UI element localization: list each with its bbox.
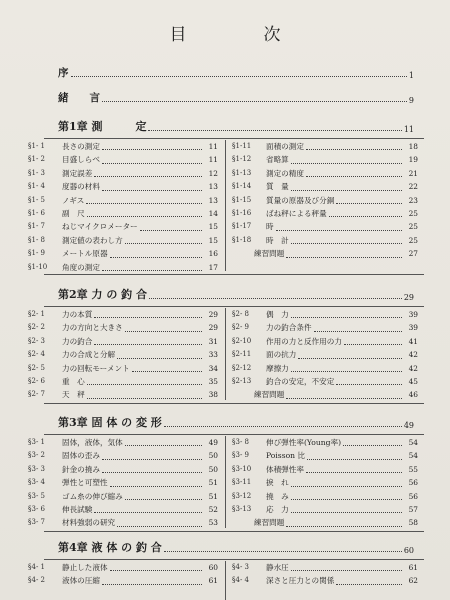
toc-entry [28, 321, 218, 334]
section-page: 11 [208, 155, 218, 165]
toc-entry [28, 476, 218, 489]
section-title: 測定値の表わし方 [62, 235, 123, 245]
leader-dots [291, 512, 402, 513]
leader-dots [125, 499, 202, 500]
toc-entry [28, 561, 218, 574]
leader-dots [291, 499, 402, 500]
section-number: §4- 4 [232, 576, 249, 585]
leader-dots [306, 472, 402, 473]
section-page: 34 [208, 363, 218, 373]
section-page: 39 [408, 323, 418, 333]
section-title: 長さの測定 [62, 141, 100, 151]
section-title: 弾性と可塑性 [62, 478, 108, 488]
section-page: 61 [408, 562, 418, 572]
leader-dots [102, 472, 202, 473]
section-page: 29 [208, 323, 218, 333]
leader-dots [94, 317, 202, 318]
leader-dots [336, 203, 402, 204]
section-title: 練習問題 [254, 249, 285, 259]
section-page: 21 [408, 168, 418, 178]
chapter-2-right-column [232, 308, 418, 402]
section-title: 重 心 [62, 376, 85, 386]
section-page: 42 [408, 363, 418, 373]
section-title: 力の合成と分解 [62, 350, 116, 360]
chapter-3-right-column [232, 436, 418, 530]
toc-entry [232, 207, 418, 220]
leader-dots [291, 317, 402, 318]
section-number: §1- 5 [28, 195, 45, 204]
front-entry-introduction [58, 91, 414, 105]
section-page: 15 [208, 235, 218, 245]
leader-dots [344, 344, 402, 345]
section-title: ばね秤による秤量 [266, 208, 327, 218]
toc-entry [232, 503, 418, 516]
toc-entry [232, 476, 418, 489]
section-number: §2- 4 [28, 350, 45, 359]
leader-dots [125, 445, 202, 446]
chapter-4-right-column [232, 561, 418, 588]
section-title: ねじマイクロメーター [62, 222, 138, 232]
leader-dots [102, 190, 202, 191]
section-page: 12 [208, 168, 218, 178]
leader-dots [329, 216, 402, 217]
section-title: 静水圧 [266, 562, 289, 572]
section-title: 角度の測定 [62, 262, 100, 272]
toc-entry [28, 220, 218, 233]
toc-entry [232, 194, 418, 207]
front-entry-label: 序 [58, 67, 69, 79]
toc-entry [28, 261, 218, 274]
section-page: 23 [408, 195, 418, 205]
section-number: §3- 6 [28, 504, 45, 513]
section-page: 22 [408, 182, 418, 192]
section-page: 16 [208, 249, 218, 259]
leader-dots [110, 486, 202, 487]
section-title: 力の方向と大きさ [62, 323, 123, 333]
section-title: 度器の材料 [62, 182, 100, 192]
section-number: §1-18 [232, 235, 252, 244]
section-number: §2- 1 [28, 309, 45, 318]
toc-entry [28, 194, 218, 207]
chapter-title: 第1章 測 定 [58, 120, 147, 133]
leader-dots [87, 216, 202, 217]
toc-entry [28, 449, 218, 462]
section-number: §2-11 [232, 350, 252, 359]
section-number: §2- 9 [232, 323, 249, 332]
chapter-page: 49 [403, 421, 414, 430]
column-divider [225, 436, 226, 528]
leader-dots [86, 203, 202, 204]
toc-entry [28, 574, 218, 587]
toc-entry [28, 180, 218, 193]
chapter-4-left-column [28, 561, 218, 588]
leader-dots [148, 130, 401, 131]
section-page: 53 [208, 518, 218, 528]
leader-dots [306, 149, 402, 150]
section-number: §1-10 [28, 262, 48, 271]
toc-entry [232, 180, 418, 193]
leader-dots [94, 344, 202, 345]
section-number: §1-12 [232, 155, 252, 164]
section-title: 静止した液体 [62, 562, 108, 572]
section-page: 13 [208, 195, 218, 205]
section-page: 35 [208, 376, 218, 386]
front-entry-page: 9 [408, 96, 414, 105]
section-number: §2- 5 [28, 363, 45, 372]
section-page: 29 [208, 309, 218, 319]
toc-entry [28, 140, 218, 153]
section-title: メートル原器 [62, 249, 108, 259]
leader-dots [87, 398, 202, 399]
leader-dots [291, 243, 402, 244]
section-title: 面の抗力 [266, 350, 297, 360]
page-title: 目 次 [169, 25, 311, 45]
section-page: 49 [208, 437, 218, 447]
section-page: 61 [208, 576, 218, 586]
section-number: §3- 5 [28, 491, 45, 500]
leader-dots [164, 551, 402, 552]
leader-dots [286, 398, 402, 399]
leader-dots [164, 426, 402, 427]
leader-dots [117, 358, 202, 359]
section-number: §3- 3 [28, 464, 45, 473]
toc-entry [28, 490, 218, 503]
section-title: 天 秤 [62, 390, 85, 400]
section-page: 19 [408, 155, 418, 165]
section-number: §3-12 [232, 491, 252, 500]
section-number: §1- 2 [28, 155, 45, 164]
leader-dots [286, 526, 402, 527]
section-title: 応 力 [266, 504, 289, 514]
section-number: §4- 2 [28, 576, 45, 585]
leader-dots [286, 257, 402, 258]
chapter-3-left-column [28, 436, 218, 530]
section-page: 17 [208, 262, 218, 272]
section-title: 目盛しらべ [62, 155, 100, 165]
section-title: ゴム糸の伸び縮み [62, 491, 123, 501]
exercise-entry [232, 388, 418, 401]
chapter-title: 第3章 固 体 の 変 形 [58, 416, 162, 429]
leader-dots [314, 331, 402, 332]
section-title: 質 量 [266, 182, 289, 192]
section-page: 57 [408, 504, 418, 514]
section-page: 15 [208, 222, 218, 232]
section-page: 25 [408, 208, 418, 218]
section-title: 時 [266, 222, 274, 232]
toc-entry [28, 503, 218, 516]
leader-dots [307, 459, 402, 460]
section-number: §4- 1 [28, 562, 45, 571]
chapter-3-heading [58, 416, 414, 430]
section-page: 39 [408, 309, 418, 319]
toc-entry [28, 234, 218, 247]
toc-entry [232, 463, 418, 476]
column-divider [225, 561, 226, 600]
section-page: 45 [408, 376, 418, 386]
section-number: §3- 4 [28, 478, 45, 487]
section-title: 摩擦力 [266, 363, 289, 373]
leader-dots [291, 570, 402, 571]
section-number: §2- 2 [28, 323, 45, 332]
leader-dots [102, 459, 202, 460]
section-page: 11 [208, 141, 218, 151]
leader-dots [291, 371, 402, 372]
section-number: §1-15 [232, 195, 252, 204]
toc-entry [232, 574, 418, 587]
toc-entry [28, 388, 218, 401]
toc-entry [28, 167, 218, 180]
front-entry-page: 1 [408, 71, 414, 80]
section-number: §3- 1 [28, 437, 45, 446]
leader-dots [102, 163, 202, 164]
section-title: 力の回転モーメント [62, 363, 130, 373]
toc-entry [232, 234, 418, 247]
leader-dots [149, 298, 402, 299]
section-number: §2- 8 [232, 309, 249, 318]
toc-entry [28, 207, 218, 220]
section-page: 42 [408, 350, 418, 360]
leader-dots [94, 176, 202, 177]
toc-entry [28, 247, 218, 260]
chapter-1-left-column [28, 140, 218, 274]
toc-entry [232, 561, 418, 574]
front-entry-label: 緒 言 [58, 92, 100, 104]
section-number: §1- 4 [28, 182, 45, 191]
toc-entry [232, 167, 418, 180]
section-number: §1-13 [232, 168, 252, 177]
toc-entry [232, 490, 418, 503]
section-number: §2- 3 [28, 336, 45, 345]
section-page: 25 [408, 235, 418, 245]
section-number: §1- 6 [28, 208, 45, 217]
section-number: §1- 3 [28, 168, 45, 177]
section-title: 撓 み [266, 491, 289, 501]
toc-entry [28, 436, 218, 449]
section-title: 捩 れ [266, 478, 289, 488]
section-title: 測定誤差 [62, 168, 93, 178]
section-number: §2- 6 [28, 376, 45, 385]
section-number: §1- 9 [28, 249, 45, 258]
section-page: 31 [208, 336, 218, 346]
toc-entry [232, 375, 418, 388]
section-title: 力の釣合 [62, 336, 93, 346]
leader-dots [71, 76, 407, 77]
toc-entry [232, 335, 418, 348]
section-page: 55 [408, 464, 418, 474]
leader-dots [132, 371, 202, 372]
section-page: 46 [408, 390, 418, 400]
section-page: 41 [408, 336, 418, 346]
section-title: 偶 力 [266, 309, 289, 319]
chapter-2-heading [58, 288, 414, 302]
section-page: 52 [208, 504, 218, 514]
section-title: ノギス [62, 195, 85, 205]
leader-dots [336, 384, 402, 385]
front-entry-preface [58, 66, 414, 80]
section-number: §2-10 [232, 336, 252, 345]
section-title: 力の本質 [62, 309, 93, 319]
section-page: 56 [408, 478, 418, 488]
section-title: 釣合の安定，不安定 [266, 376, 335, 386]
section-title: 固体の歪み [62, 451, 100, 461]
section-title: 材料強弱の研究 [62, 518, 116, 528]
toc-entry [28, 153, 218, 166]
leader-dots [343, 445, 402, 446]
leader-dots [291, 190, 402, 191]
toc-entry [232, 348, 418, 361]
section-page: 56 [408, 491, 418, 501]
section-page: 54 [408, 437, 418, 447]
toc-entry [28, 308, 218, 321]
section-page: 51 [208, 491, 218, 501]
section-number: §1-16 [232, 208, 252, 217]
chapter-1-right-column [232, 140, 418, 261]
section-page: 38 [208, 390, 218, 400]
leader-dots [291, 163, 402, 164]
section-title: 深さと圧力との関係 [266, 576, 335, 586]
leader-dots [94, 512, 202, 513]
leader-dots [140, 230, 202, 231]
toc-entry [232, 449, 418, 462]
section-page: 50 [208, 451, 218, 461]
leader-dots [298, 358, 402, 359]
section-page: 25 [408, 222, 418, 232]
leader-dots [125, 243, 202, 244]
section-number: §3-13 [232, 504, 252, 513]
section-number: §1- 1 [28, 141, 45, 150]
section-number: §3- 7 [28, 518, 45, 527]
section-title: 測定の精度 [266, 168, 304, 178]
chapter-1-heading [58, 120, 414, 134]
chapter-4-heading [58, 541, 414, 555]
leader-dots [306, 176, 402, 177]
section-number: §3-11 [232, 478, 252, 487]
section-number: §3-10 [232, 464, 252, 473]
chapter-page: 11 [403, 125, 414, 134]
chapter-2-left-column [28, 308, 218, 402]
leader-dots [117, 526, 202, 527]
toc-entry [28, 335, 218, 348]
section-page: 58 [408, 518, 418, 528]
exercise-entry [232, 516, 418, 529]
toc-entry [28, 375, 218, 388]
toc-entry [232, 308, 418, 321]
column-divider [225, 308, 226, 400]
toc-entry [28, 348, 218, 361]
leader-dots [291, 486, 402, 487]
section-title: 液体の圧縮 [62, 576, 100, 586]
leader-dots [87, 384, 202, 385]
section-title: 練習問題 [254, 390, 285, 400]
leader-dots [336, 584, 402, 585]
section-number: §1- 7 [28, 222, 45, 231]
section-title: 作用の力と反作用の力 [266, 336, 342, 346]
section-number: §1- 8 [28, 235, 45, 244]
section-title: 省略算 [266, 155, 289, 165]
section-number: §3- 8 [232, 437, 249, 446]
leader-dots [102, 149, 202, 150]
section-number: §4- 3 [232, 562, 249, 571]
section-page: 54 [408, 451, 418, 461]
section-title: 針金の撓み [62, 464, 100, 474]
toc-entry [232, 140, 418, 153]
chapter-title: 第2章 力 の 釣 合 [58, 288, 147, 301]
toc-entry [232, 362, 418, 375]
leader-dots [102, 101, 407, 102]
section-number: §2-12 [232, 363, 252, 372]
leader-dots [125, 331, 202, 332]
section-number: §1-11 [232, 141, 252, 150]
section-title: 質量の原器及び分銅 [266, 195, 335, 205]
section-number: §2- 7 [28, 390, 45, 399]
section-title: 体積弾性率 [266, 464, 304, 474]
section-title: 練習問題 [254, 518, 285, 528]
section-page: 51 [208, 478, 218, 488]
section-page: 33 [208, 350, 218, 360]
section-page: 62 [408, 576, 418, 586]
section-number: §2-13 [232, 376, 252, 385]
chapter-page: 60 [403, 546, 414, 555]
section-number: §1-14 [232, 182, 252, 191]
toc-entry [232, 153, 418, 166]
toc-entry [28, 516, 218, 529]
toc-entry [232, 321, 418, 334]
column-divider [225, 140, 226, 271]
section-page: 14 [208, 208, 218, 218]
section-page: 60 [208, 562, 218, 572]
toc-entry [232, 436, 418, 449]
leader-dots [276, 230, 402, 231]
section-title: 伸長試験 [62, 504, 93, 514]
section-number: §1-17 [232, 222, 252, 231]
toc-entry [28, 362, 218, 375]
exercise-entry [232, 247, 418, 260]
section-title: 面積の測定 [266, 141, 304, 151]
section-page: 50 [208, 464, 218, 474]
leader-dots [110, 570, 202, 571]
chapter-page: 29 [403, 293, 414, 302]
section-title: 副 尺 [62, 208, 85, 218]
leader-dots [102, 584, 202, 585]
section-title: 固体，液体，気体 [62, 437, 123, 447]
section-number: §3- 2 [28, 451, 45, 460]
chapter-title: 第4章 液 体 の 釣 合 [58, 541, 162, 554]
section-page: 18 [408, 141, 418, 151]
leader-dots [102, 270, 202, 271]
leader-dots [110, 257, 202, 258]
toc-entry [28, 463, 218, 476]
section-page: 27 [408, 249, 418, 259]
section-title: 時 計 [266, 235, 289, 245]
toc-entry [232, 220, 418, 233]
section-title: Poisson 比 [266, 451, 306, 461]
section-title: 伸び弾性率(Young率) [266, 437, 342, 447]
section-number: §3- 9 [232, 451, 249, 460]
section-title: 力の釣合条件 [266, 323, 312, 333]
section-page: 13 [208, 182, 218, 192]
